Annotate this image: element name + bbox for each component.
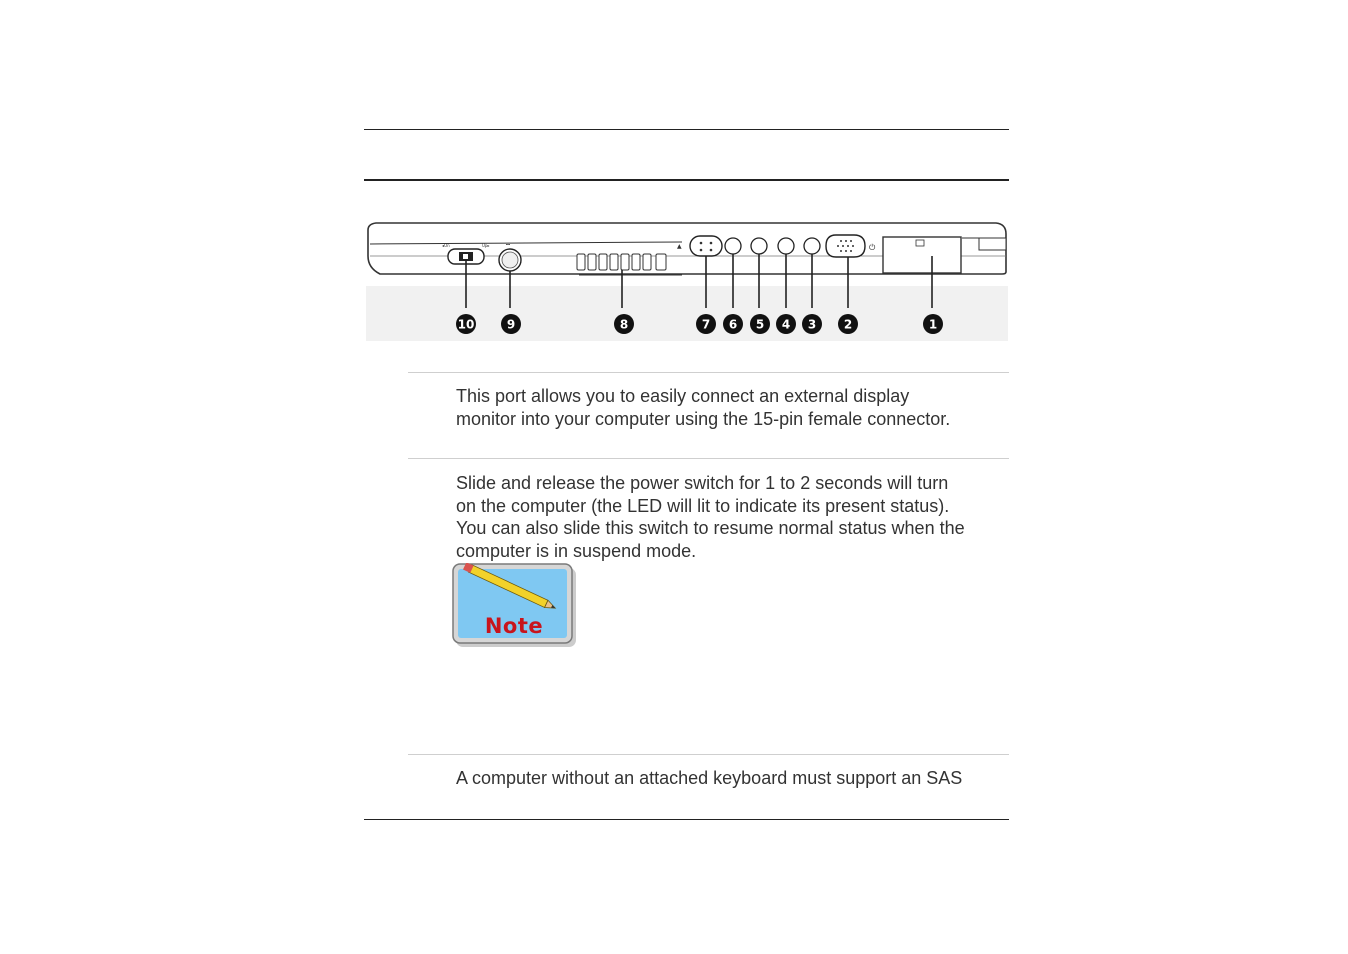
laptop-side-view-figure [366,216,1008,341]
svg-text:6: 6 [728,317,738,332]
svg-text:4: 4 [781,317,791,332]
svg-text:Up▸: Up▸ [482,243,490,248]
note-label: Note [484,614,544,638]
svg-text:◂On: ◂On [442,243,450,248]
callout-5 [750,314,770,334]
callout-7 [696,314,716,334]
svg-text:8: 8 [619,317,629,332]
callout-8 [614,314,634,334]
callout-9 [501,314,521,334]
callout-4 [776,314,796,334]
top-rule [364,129,1009,130]
power-switch-description: Slide and release the power switch for 1 to 2 seconds will turn on the computer (the LED will lit to indicate its present status). You can also slide this switch to resume normal status when the computer is in suspend mode. [456,473,965,561]
callout-2 [838,314,858,334]
footer-rule [364,819,1009,820]
svg-text:⎓: ⎓ [506,242,510,248]
vga-port-description: This port allows you to easily connect an external display monitor into your computer using the 15-pin female connector. [456,386,951,429]
section-divider [408,372,1009,373]
svg-text:10: 10 [457,317,475,332]
callout-3 [802,314,822,334]
svg-text:7: 7 [701,317,711,332]
callout-6 [723,314,743,334]
svg-text:1: 1 [928,317,938,332]
section-divider [408,754,1009,755]
svg-text:9: 9 [506,317,516,332]
sas-description: A computer without an attached keyboard must support an SAS [456,768,963,788]
callout-10 [456,314,476,334]
svg-text:▲: ▲ [677,243,682,250]
callout-1 [923,314,943,334]
section-divider [408,458,1009,459]
note-icon [452,563,576,647]
svg-text:3: 3 [807,317,817,332]
header-rule [364,179,1009,181]
svg-text:2: 2 [843,317,853,332]
svg-text:⏻: ⏻ [869,243,876,252]
svg-text:5: 5 [755,317,765,332]
